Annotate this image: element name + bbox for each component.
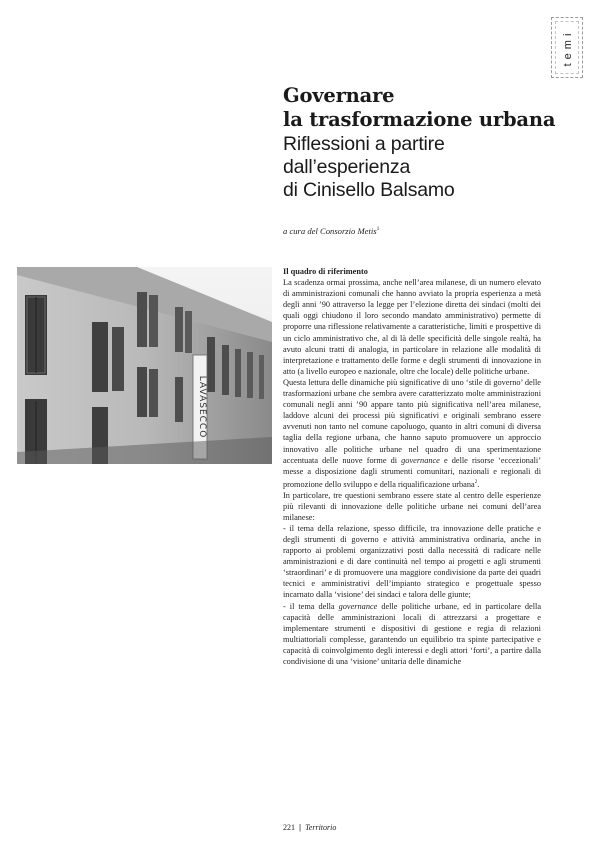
article-body bbox=[283, 266, 541, 667]
paragraph: - il tema della governance delle politiche urbane, ed in particolare della capacità delle amministrazioni locali di attrezzarsi a progettare e implementare strumenti e dispositivi di gestione e regia di relazioni multiattoriali complesse, garantendo un equilibrio tra spinte partecipative e capacità di coinvolgimento degli interessi e degli attori ‘forti’, a partire dalla condivisione di una ‘visione’ unitaria delle dinamiche bbox=[283, 601, 541, 667]
article-subtitle-line: Riflessioni a partire bbox=[283, 133, 445, 155]
journal-name: Territorio bbox=[305, 823, 337, 832]
section-heading: Il quadro di riferimento bbox=[283, 267, 368, 276]
footnote-marker: 2 bbox=[474, 479, 478, 485]
article-title bbox=[283, 84, 583, 132]
street-photo bbox=[17, 267, 272, 464]
paragraph: Questa lettura delle dinamiche più significative di uno ‘stile di governo’ delle trasformazioni urbane che sembra avere caratterizzato molte amministrazioni comunali negli anni ’90 appare tanto più significativa nell’area milanese, laddove alcuni dei processi più significativi e originali sembrano essere avvenuti non tanto nel comune capoluogo, quanto in altri comuni di diversa taglia della regione urbana, che hanno saputo promuovere un approccio innovativo alle politiche urbane nel quadro di una sperimentazione accentuata delle nuove forme di governance e delle risorse ‘eccezionali’ messe a disposizione dagli strumenti comunitari, nazionali e regionali di promozione dello sviluppo e della riqualificazione urbana$^2$. bbox=[283, 377, 541, 489]
article-title-block bbox=[283, 84, 583, 202]
article-title-line: Governare bbox=[283, 84, 395, 107]
author-credit-text: a cura del Consorzio Metis bbox=[283, 226, 377, 236]
page-number: 221 bbox=[283, 823, 295, 832]
paragraph: La scadenza ormai prossima, anche nell’area milanese, di un numero elevato di amministrazioni comunali che hanno avviato la propria esperienza a metà degli anni ’90 attraverso la legge per l’elezione diretta dei sindaci (molti dei quali oggi chiudono il loro secondo mandato amministrativo) permette di proporre una riflessione relativamente a caratteristiche, limiti e prospettive di un ciclo amministrativo che, al di là delle specificità delle singole realtà, ha avuto alcuni tratti di analogia, in particolare in relazione alle modalità di interpretazione e trattamento delle forme e degli strumenti di innovazione in atto (a livello europeo e nazionale, oltre che locale) delle politiche urbane. bbox=[283, 278, 541, 376]
article-subtitle-line: di Cinisello Balsamo bbox=[283, 179, 455, 201]
article-subtitle bbox=[283, 133, 583, 202]
footnote-marker: 1 bbox=[376, 226, 380, 233]
shop-sign-text: LAVASECCO bbox=[197, 375, 207, 439]
section-tag-label: temi bbox=[562, 29, 574, 67]
article-title-line: la trasformazione urbana bbox=[283, 108, 556, 131]
author-credit bbox=[283, 226, 379, 236]
section-tag bbox=[551, 17, 583, 78]
page-footer bbox=[283, 823, 336, 832]
paragraph: In particolare, tre questioni sembrano essere state al centro delle esperienze più rilevanti di innovazione delle politiche urbane nei comuni dell’area milanese: bbox=[283, 490, 541, 522]
footer-separator: | bbox=[299, 823, 302, 832]
street-photo-image bbox=[17, 267, 272, 464]
article-subtitle-line: dall’esperienza bbox=[283, 156, 411, 178]
paragraph: - il tema della relazione, spesso difficile, tra innovazione delle pratiche e degli strumenti di governo e attività amministrativa ordinaria, anche in rapporto ai problemi organizzativi posti dalla necessità di radicare nelle amministrazioni e di dare continuità nel tempo ai progetti e agli strumenti ‘straordinari’ e di promuovere una maggiore condivisione da parte dei quadri tecnici e amministrativi dell’impianto strategico e progettuale spesso incarnato dalla ‘visione’ dei sindaci e talora delle giunte; bbox=[283, 523, 541, 600]
